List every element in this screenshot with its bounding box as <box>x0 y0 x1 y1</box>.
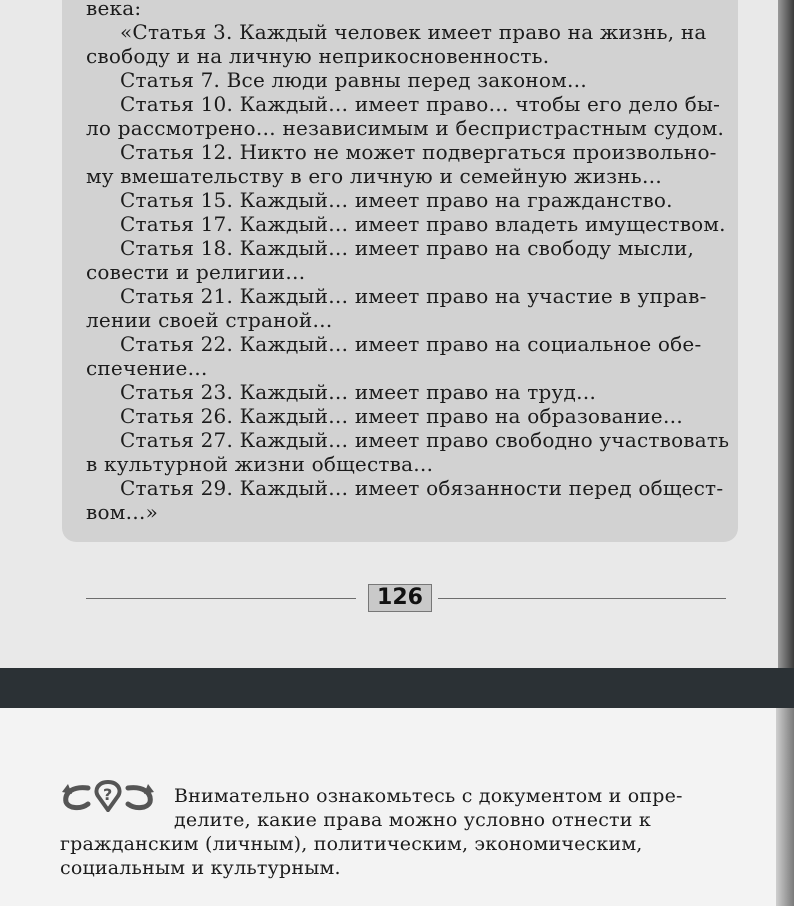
text-line: Статья 26. Каждый… имеет право на образование… <box>120 404 684 428</box>
text-line: Статья 22. Каждый… имеет право на социальное обе- <box>120 332 702 356</box>
footer-rule-right <box>438 598 726 599</box>
text-line: Статья 12. Никто не может подвергаться произвольно- <box>120 140 717 164</box>
page-footer <box>86 584 726 612</box>
text-line: Статья 10. Каждый… имеет право… чтобы его дело бы- <box>120 92 721 116</box>
text-line: лении своей страной… <box>86 308 333 332</box>
text-line: Статья 21. Каждый… имеет право на участие в управ- <box>120 284 707 308</box>
scan-gap <box>0 668 794 708</box>
text-line: совести и религии… <box>86 260 306 284</box>
text-line: Статья 15. Каждый… имеет право на гражданство. <box>120 188 673 212</box>
text-line: Статья 23. Каждый… имеет право на труд… <box>120 380 597 404</box>
text-line: му вмешательству в его личную и семейную жизнь… <box>86 164 663 188</box>
text-line: вом…» <box>86 500 159 524</box>
document-text <box>86 0 730 524</box>
text-line: ло рассмотрено… независимым и беспристрастным судом. <box>86 116 725 140</box>
page-number: 126 <box>368 584 432 612</box>
text-line: Статья 29. Каждый… имеет обязанности перед общест- <box>120 476 724 500</box>
text-line: Статья 7. Все люди равны перед законом… <box>120 68 588 92</box>
page-edge-shadow <box>778 0 794 668</box>
svg-text:?: ? <box>103 785 113 804</box>
task-line: социальным и культурным. <box>60 857 341 879</box>
text-line: Статья 18. Каждый… имеет право на свободу мысли, <box>120 236 695 260</box>
text-line: Статья 17. Каждый… имеет право владеть имуществом. <box>120 212 726 236</box>
text-line: в культурной жизни общества… <box>86 452 434 476</box>
task-line: делите, какие права можно условно отнести к <box>174 809 651 831</box>
task-line: гражданским (личным), политическим, экономическим, <box>60 833 643 855</box>
task-text <box>60 784 720 880</box>
text-line: спечение… <box>86 356 208 380</box>
text-line: свободу и на личную неприкосновенность. <box>86 44 550 68</box>
task-line: Внимательно ознакомьтесь с документом и опре- <box>174 785 683 807</box>
page-edge-shadow <box>776 708 794 906</box>
footer-rule-left <box>86 598 356 599</box>
text-line: Статья 27. Каждый… имеет право свободно участвовать <box>120 428 730 452</box>
text-line: «Статья 3. Каждый человек имеет право на жизнь, на <box>120 20 707 44</box>
text-line: века: <box>86 0 142 20</box>
